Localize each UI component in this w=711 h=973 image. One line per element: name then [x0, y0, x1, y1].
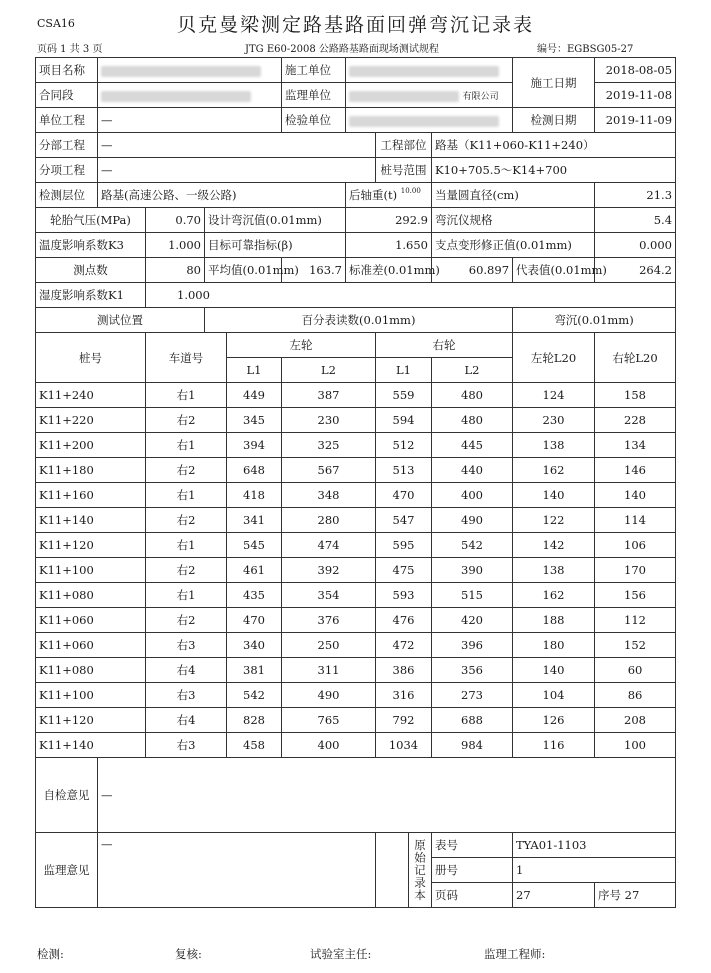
division-value: — — [98, 133, 376, 158]
construction-date-label: 施工日期 — [513, 58, 595, 108]
record-table — [35, 57, 676, 908]
support-correction-label: 支点变形修正值(0.01mm) — [432, 233, 595, 258]
right-l20-cell: 134 — [595, 433, 676, 458]
lane-cell: 右2 — [146, 608, 227, 633]
right-l1-cell: 476 — [376, 608, 432, 633]
rear-axle-label: 后轴重(t) — [349, 188, 398, 202]
left-l1-cell: 340 — [227, 633, 282, 658]
construction-date-1: 2018-08-05 — [595, 58, 676, 83]
support-correction-value: 0.000 — [595, 233, 676, 258]
right-l20-cell: 114 — [595, 508, 676, 533]
page-no-label: 页码 — [432, 883, 513, 908]
redacted-block — [349, 91, 459, 102]
serial-number: 编号：EGBSG05-27 — [537, 44, 634, 55]
right-wheel-header: 右轮 — [376, 333, 513, 358]
seq-no-label: 序号 — [598, 888, 622, 902]
supervision-label: 监理意见 — [36, 833, 98, 908]
table-row — [36, 608, 676, 633]
right-l1-cell: 386 — [376, 658, 432, 683]
right-l20-cell: 208 — [595, 708, 676, 733]
tire-pressure-value: 0.70 — [146, 208, 205, 233]
lane-cell: 右1 — [146, 583, 227, 608]
right-l2-cell: 400 — [432, 483, 513, 508]
lane-cell: 右3 — [146, 683, 227, 708]
mean-value: 163.7 — [282, 258, 346, 283]
table-row — [36, 433, 676, 458]
left-l1-cell: 435 — [227, 583, 282, 608]
lane-cell: 右2 — [146, 558, 227, 583]
right-l1-cell: 316 — [376, 683, 432, 708]
right-l20-cell: 100 — [595, 733, 676, 758]
construction-date-2: 2019-11-08 — [595, 83, 676, 108]
station-cell: K11+220 — [36, 408, 146, 433]
right-l20-cell: 86 — [595, 683, 676, 708]
reliability-label: 目标可靠指标(β) — [205, 233, 346, 258]
lane-cell: 右4 — [146, 708, 227, 733]
temp-coef-value: 1.000 — [146, 233, 205, 258]
contract-value — [98, 83, 282, 108]
humidity-value: 1.000 — [146, 283, 676, 308]
right-l2-cell: 688 — [432, 708, 513, 733]
supervision-unit-label: 监理单位 — [282, 83, 346, 108]
left-l1-cell: 648 — [227, 458, 282, 483]
left-l1-cell: 470 — [227, 608, 282, 633]
left-l20-header: 左轮L20 — [513, 333, 595, 383]
work-part-label: 工程部位 — [376, 133, 432, 158]
deflection-header: 弯沉(0.01mm) — [513, 308, 676, 333]
supervision-unit-value — [346, 83, 513, 108]
table-row — [36, 533, 676, 558]
left-l2-cell: 250 — [282, 633, 376, 658]
instrument-spec-label: 弯沉仪规格 — [432, 208, 595, 233]
left-l20-cell: 138 — [513, 433, 595, 458]
temp-coef-label: 温度影响系数K3 — [36, 233, 146, 258]
right-l20-cell: 140 — [595, 483, 676, 508]
form-no-cell — [432, 833, 513, 858]
left-l20-cell: 142 — [513, 533, 595, 558]
left-l2-cell: 400 — [282, 733, 376, 758]
rep-value: 264.2 — [595, 258, 676, 283]
right-l20-header: 右轮L20 — [595, 333, 676, 383]
lane-cell: 右1 — [146, 433, 227, 458]
right-l1-cell: 470 — [376, 483, 432, 508]
table-row — [36, 733, 676, 758]
lane-cell: 右2 — [146, 408, 227, 433]
right-l20-cell: 228 — [595, 408, 676, 433]
data-rows — [36, 383, 676, 758]
right-l1-cell: 593 — [376, 583, 432, 608]
station-cell: K11+100 — [36, 683, 146, 708]
right-l1-cell: 559 — [376, 383, 432, 408]
left-l1-header: L1 — [227, 358, 282, 383]
left-l1-cell: 545 — [227, 533, 282, 558]
design-deflection-value: 292.9 — [346, 208, 432, 233]
station-range-label: 桩号范围 — [376, 158, 432, 183]
right-l2-header: L2 — [432, 358, 513, 383]
inspection-date-label: 检测日期 — [513, 108, 595, 133]
station-cell: K11+200 — [36, 433, 146, 458]
right-l2-cell: 420 — [432, 608, 513, 633]
seq-no-value: 27 — [624, 888, 640, 902]
right-l2-cell: 396 — [432, 633, 513, 658]
right-l1-cell: 1034 — [376, 733, 432, 758]
right-l2-cell: 480 — [432, 383, 513, 408]
right-l20-cell: 146 — [595, 458, 676, 483]
readings-header: 百分表读数(0.01mm) — [205, 308, 513, 333]
design-deflection-label: 设计弯沉值(0.01mm) — [205, 208, 346, 233]
left-l2-cell: 490 — [282, 683, 376, 708]
left-l20-cell: 124 — [513, 383, 595, 408]
seq-no-cell — [595, 883, 676, 908]
division-label: 分部工程 — [36, 133, 98, 158]
supervision-value: — — [98, 833, 376, 908]
left-l20-cell: 104 — [513, 683, 595, 708]
form-no-value: TYA01-1103 — [513, 833, 676, 858]
redacted-block — [101, 66, 261, 77]
book-no-label: 册号 — [432, 858, 513, 883]
table-row — [36, 658, 676, 683]
points-label: 测点数 — [36, 258, 146, 283]
supervisor-signature: 监理工程师: — [484, 947, 546, 961]
equiv-diameter-label: 当量圆直径(cm) — [432, 183, 595, 208]
station-cell: K11+140 — [36, 508, 146, 533]
right-l20-cell: 152 — [595, 633, 676, 658]
lane-cell: 右1 — [146, 383, 227, 408]
left-l20-cell: 230 — [513, 408, 595, 433]
left-l2-cell: 474 — [282, 533, 376, 558]
right-l2-cell: 273 — [432, 683, 513, 708]
left-l2-cell: 311 — [282, 658, 376, 683]
left-l20-cell: 180 — [513, 633, 595, 658]
right-l1-cell: 512 — [376, 433, 432, 458]
station-cell: K11+100 — [36, 558, 146, 583]
left-l20-cell: 188 — [513, 608, 595, 633]
unit-project-label: 单位工程 — [36, 108, 98, 133]
table-row — [36, 633, 676, 658]
right-l1-header: L1 — [376, 358, 432, 383]
instrument-spec-value: 5.4 — [595, 208, 676, 233]
humidity-label: 湿度影响系数K1 — [36, 283, 146, 308]
rear-axle-cell — [346, 183, 432, 208]
left-l1-cell: 394 — [227, 433, 282, 458]
inspection-unit-value — [346, 108, 513, 133]
redacted-block — [349, 66, 499, 77]
left-l2-cell: 354 — [282, 583, 376, 608]
table-row — [36, 558, 676, 583]
lane-cell: 右3 — [146, 733, 227, 758]
right-l1-cell: 472 — [376, 633, 432, 658]
right-l1-cell: 547 — [376, 508, 432, 533]
left-l20-cell: 122 — [513, 508, 595, 533]
left-l1-cell: 381 — [227, 658, 282, 683]
points-value: 80 — [146, 258, 205, 283]
reliability-value: 1.650 — [346, 233, 432, 258]
left-l2-cell: 230 — [282, 408, 376, 433]
book-no-value: 1 — [513, 858, 676, 883]
self-check-value: — — [98, 758, 676, 833]
mean-label: 平均值(0.01mm) — [205, 258, 282, 283]
left-l20-cell: 162 — [513, 583, 595, 608]
right-l1-cell: 513 — [376, 458, 432, 483]
lab-director-signature: 试验室主任: — [310, 947, 372, 961]
left-l1-cell: 345 — [227, 408, 282, 433]
right-l1-cell: 595 — [376, 533, 432, 558]
station-cell: K11+160 — [36, 483, 146, 508]
left-l20-cell: 138 — [513, 558, 595, 583]
subitem-label: 分项工程 — [36, 158, 98, 183]
tester-signature: 检测: — [37, 947, 64, 961]
left-l2-cell: 392 — [282, 558, 376, 583]
station-cell: K11+060 — [36, 633, 146, 658]
station-cell: K11+080 — [36, 583, 146, 608]
tire-pressure-label: 轮胎气压(MPa) — [36, 208, 146, 233]
left-l1-cell: 828 — [227, 708, 282, 733]
left-l1-cell: 458 — [227, 733, 282, 758]
std-label: 标准差(0.01mm) — [346, 258, 432, 283]
left-l1-cell: 461 — [227, 558, 282, 583]
right-l2-cell: 440 — [432, 458, 513, 483]
right-l20-cell: 106 — [595, 533, 676, 558]
right-l1-cell: 594 — [376, 408, 432, 433]
right-l2-cell: 515 — [432, 583, 513, 608]
equiv-diameter-value: 21.3 — [595, 183, 676, 208]
station-cell: K11+080 — [36, 658, 146, 683]
left-l1-cell: 449 — [227, 383, 282, 408]
left-l20-cell: 140 — [513, 658, 595, 683]
right-l2-cell: 542 — [432, 533, 513, 558]
construction-unit-value — [346, 58, 513, 83]
left-l2-header: L2 — [282, 358, 376, 383]
right-l20-cell: 158 — [595, 383, 676, 408]
table-row — [36, 483, 676, 508]
std-value: 60.897 — [432, 258, 513, 283]
rear-axle-value: 10.00 — [400, 187, 421, 195]
left-l20-cell: 126 — [513, 708, 595, 733]
left-l1-cell: 418 — [227, 483, 282, 508]
table-row — [36, 383, 676, 408]
lane-cell: 右1 — [146, 483, 227, 508]
left-wheel-header: 左轮 — [227, 333, 376, 358]
left-l2-cell: 765 — [282, 708, 376, 733]
rep-label: 代表值(0.01mm) — [513, 258, 595, 283]
left-l20-cell: 116 — [513, 733, 595, 758]
right-l1-cell: 475 — [376, 558, 432, 583]
right-l2-cell: 390 — [432, 558, 513, 583]
standard-reference: JTG E60-2008 公路路基路面现场测试规程 — [245, 44, 439, 55]
station-range-value: K10+705.5～K14+700 — [432, 158, 676, 183]
supervision-blank — [376, 833, 432, 908]
table-row — [36, 458, 676, 483]
station-cell: K11+120 — [36, 533, 146, 558]
left-l2-cell: 387 — [282, 383, 376, 408]
right-l20-cell: 60 — [595, 658, 676, 683]
right-l2-cell: 490 — [432, 508, 513, 533]
work-part-value: 路基（K11+060-K11+240） — [432, 133, 676, 158]
layer-label: 检测层位 — [36, 183, 98, 208]
right-l20-cell: 170 — [595, 558, 676, 583]
table-row — [36, 408, 676, 433]
lane-header: 车道号 — [146, 333, 227, 383]
position-header: 测试位置 — [36, 308, 205, 333]
construction-unit-label: 施工单位 — [282, 58, 346, 83]
table-row — [36, 683, 676, 708]
project-name-value — [98, 58, 282, 83]
lane-cell: 右3 — [146, 633, 227, 658]
right-l20-cell: 156 — [595, 583, 676, 608]
reviewer-signature: 复核: — [175, 947, 202, 961]
station-cell: K11+120 — [36, 708, 146, 733]
station-cell: K11+140 — [36, 733, 146, 758]
right-l2-cell: 445 — [432, 433, 513, 458]
redacted-block — [349, 116, 499, 127]
form-code: CSA16 — [37, 17, 75, 30]
page-info: 页码 1 共 3 页 — [37, 44, 103, 55]
original-record-label: 原始记录本 — [408, 833, 431, 907]
inspection-unit-label: 检验单位 — [282, 108, 346, 133]
station-cell: K11+240 — [36, 383, 146, 408]
table-row — [36, 508, 676, 533]
inspection-date: 2019-11-09 — [595, 108, 676, 133]
self-check-label: 自检意见 — [36, 758, 98, 833]
table-row — [36, 583, 676, 608]
project-name-label: 项目名称 — [36, 58, 98, 83]
left-l1-cell: 542 — [227, 683, 282, 708]
right-l20-cell: 112 — [595, 608, 676, 633]
right-l2-cell: 480 — [432, 408, 513, 433]
left-l2-cell: 567 — [282, 458, 376, 483]
left-l20-cell: 140 — [513, 483, 595, 508]
station-cell: K11+060 — [36, 608, 146, 633]
page-no-value: 27 — [513, 883, 595, 908]
form-no-label: 表号 — [435, 838, 458, 852]
unit-project-value: — — [98, 108, 282, 133]
left-l1-cell: 341 — [227, 508, 282, 533]
left-l2-cell: 348 — [282, 483, 376, 508]
lane-cell: 右2 — [146, 508, 227, 533]
lane-cell: 右4 — [146, 658, 227, 683]
station-header: 桩号 — [36, 333, 146, 383]
contract-label: 合同段 — [36, 83, 98, 108]
lane-cell: 右2 — [146, 458, 227, 483]
left-l2-cell: 376 — [282, 608, 376, 633]
supervision-unit-suffix: 有限公司 — [462, 92, 499, 102]
right-l2-cell: 984 — [432, 733, 513, 758]
subitem-value: — — [98, 158, 376, 183]
redacted-block — [101, 91, 251, 102]
right-l2-cell: 356 — [432, 658, 513, 683]
table-row — [36, 708, 676, 733]
page-title: 贝克曼梁测定路基路面回弹弯沉记录表 — [176, 14, 534, 36]
left-l2-cell: 280 — [282, 508, 376, 533]
lane-cell: 右1 — [146, 533, 227, 558]
layer-value: 路基(高速公路、一级公路) — [98, 183, 346, 208]
left-l20-cell: 162 — [513, 458, 595, 483]
station-cell: K11+180 — [36, 458, 146, 483]
left-l2-cell: 325 — [282, 433, 376, 458]
right-l1-cell: 792 — [376, 708, 432, 733]
